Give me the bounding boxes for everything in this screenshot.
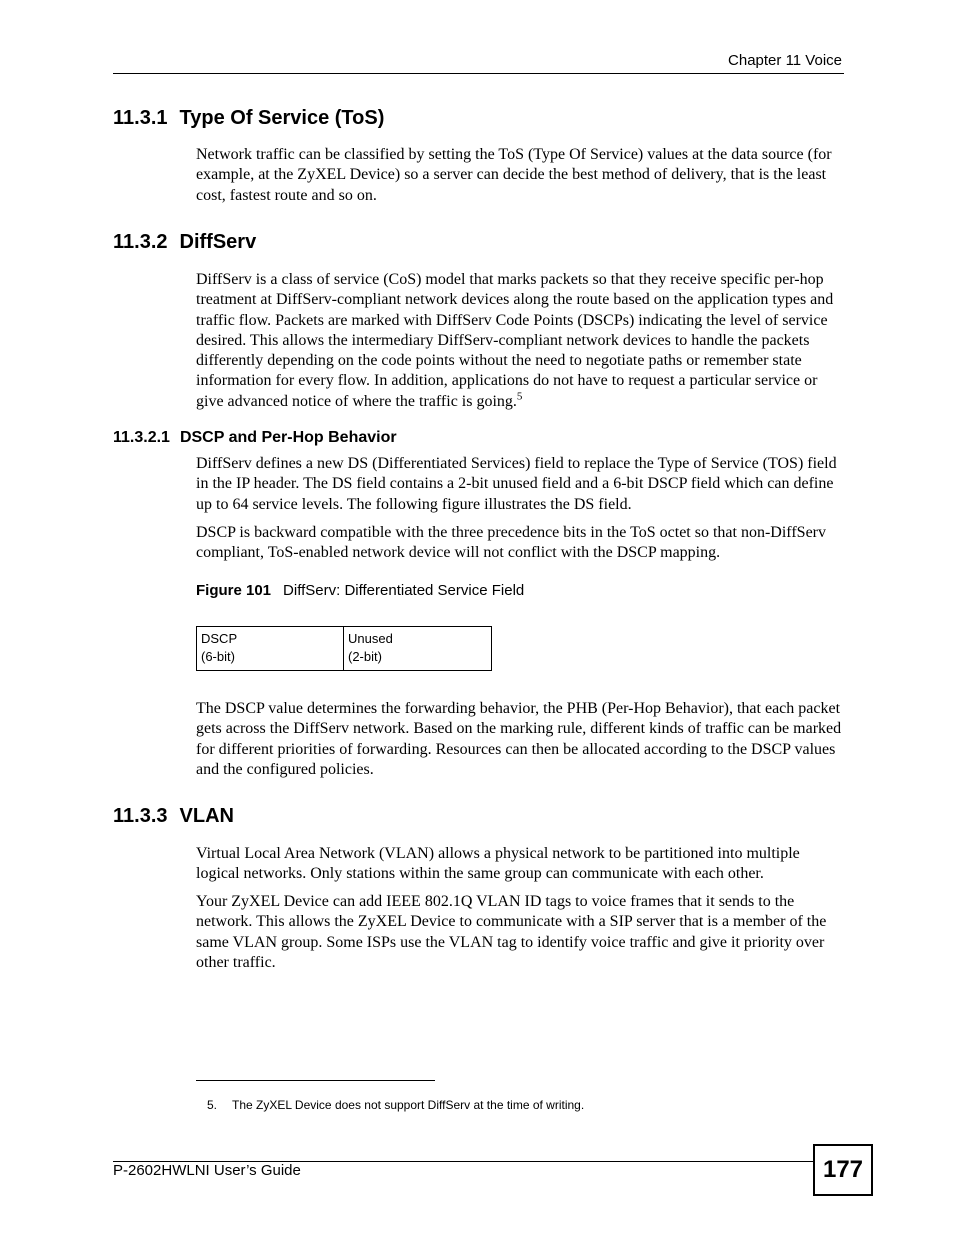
dscp-paragraph-3: The DSCP value determines the forwarding behavior, the PHB (Per-Hop Behavior), that each packet gets across the DiffServ network. Based on the marking rule, different kinds of traffic can be marked for different priorities of forwarding. Resources can then be allocated according to the DSCP values and the configured policies. [196, 700, 842, 778]
vlan-paragraph-1: Virtual Local Area Network (VLAN) allows a physical network to be partitioned into multiple logical networks. Only stations within the same group can communicate with each other. [196, 845, 800, 883]
page-number: 177 [813, 1144, 873, 1196]
figure-title: DiffServ: Differentiated Service Field [283, 582, 525, 599]
vlan-paragraph-2: Your ZyXEL Device can add IEEE 802.1Q VLAN ID tags to voice frames that it sends to the network. This allows the ZyXEL Device to communicate with a SIP server that is a member of the same VLAN group. Some ISPs use the VLAN tag to identify voice traffic and give it priority over other traffic. [196, 893, 827, 971]
diffserv-paragraph [196, 270, 844, 412]
section-number: 11.3.2 [113, 231, 168, 253]
ds-field-cell-dscp [197, 627, 344, 671]
section-number: 11.3.3 [113, 805, 168, 827]
guide-title: P-2602HWLNI User’s Guide [113, 1162, 301, 1179]
figure-caption [196, 582, 524, 599]
section-heading-diffserv [113, 231, 256, 254]
footnote-ref: 5 [516, 390, 523, 403]
figure-label: Figure 101 [196, 582, 272, 599]
dscp-paragraph-1: DiffServ defines a new DS (Differentiated Services) field to replace the Type of Service (TOS) field in the IP header. The DS field contains a 2-bit unused field and a 6-bit DSCP field which can define up to 64 service levels. The following figure illustrates the DS field. [196, 455, 837, 513]
section-heading-tos [113, 107, 384, 130]
section-title: DiffServ [179, 231, 257, 253]
header-rule [113, 73, 844, 74]
subsection-heading-dscp [113, 429, 397, 447]
tos-paragraph: Network traffic can be classified by setting the ToS (Type Of Service) values at the data source (for example, at the ZyXEL Device) so a server can decide the best method of delivery, that is the least cost, fastest route and so on. [196, 146, 832, 204]
subsection-number: 11.3.2.1 [113, 429, 170, 446]
footnote-text: The ZyXEL Device does not support DiffServ at the time of writing. [232, 1098, 585, 1112]
cell-bits: (2-bit) [348, 649, 382, 664]
section-number: 11.3.1 [113, 107, 168, 129]
section-title: Type Of Service (ToS) [179, 107, 385, 129]
footnote-rule [196, 1080, 435, 1081]
cell-name: Unused [348, 631, 393, 646]
footnote-number: 5. [207, 1098, 218, 1112]
subsection-title: DSCP and Per-Hop Behavior [179, 429, 397, 446]
footnote [207, 1098, 584, 1112]
cell-name: DSCP [201, 631, 238, 646]
ds-field-diagram [196, 626, 492, 671]
ds-field-row [197, 627, 492, 671]
section-heading-vlan [113, 805, 234, 828]
diffserv-text: DiffServ is a class of service (CoS) model that marks packets so that they receive specific per-hop treatment at DiffServ-compliant network devices along the route based on the application types and traffic flow. Packets are marked with DiffServ Code Points (DSCPs) indicating the level of service desired. This allows the intermediary DiffServ-compliant network devices to handle the packets differently depending on the code points without the need to negotiate paths or remember state information for every flow. In addition, applications do not have to request a particular service or give advanced notice of where the traffic is going. [196, 271, 834, 410]
section-title: VLAN [179, 805, 234, 827]
cell-bits: (6-bit) [201, 649, 235, 664]
dscp-paragraph-2: DSCP is backward compatible with the three precedence bits in the ToS octet so that non-DiffServ compliant, ToS-enabled network device will not conflict with the DSCP mapping. [196, 524, 826, 562]
chapter-header: Chapter 11 Voice [728, 52, 842, 69]
ds-field-cell-unused [344, 627, 492, 671]
